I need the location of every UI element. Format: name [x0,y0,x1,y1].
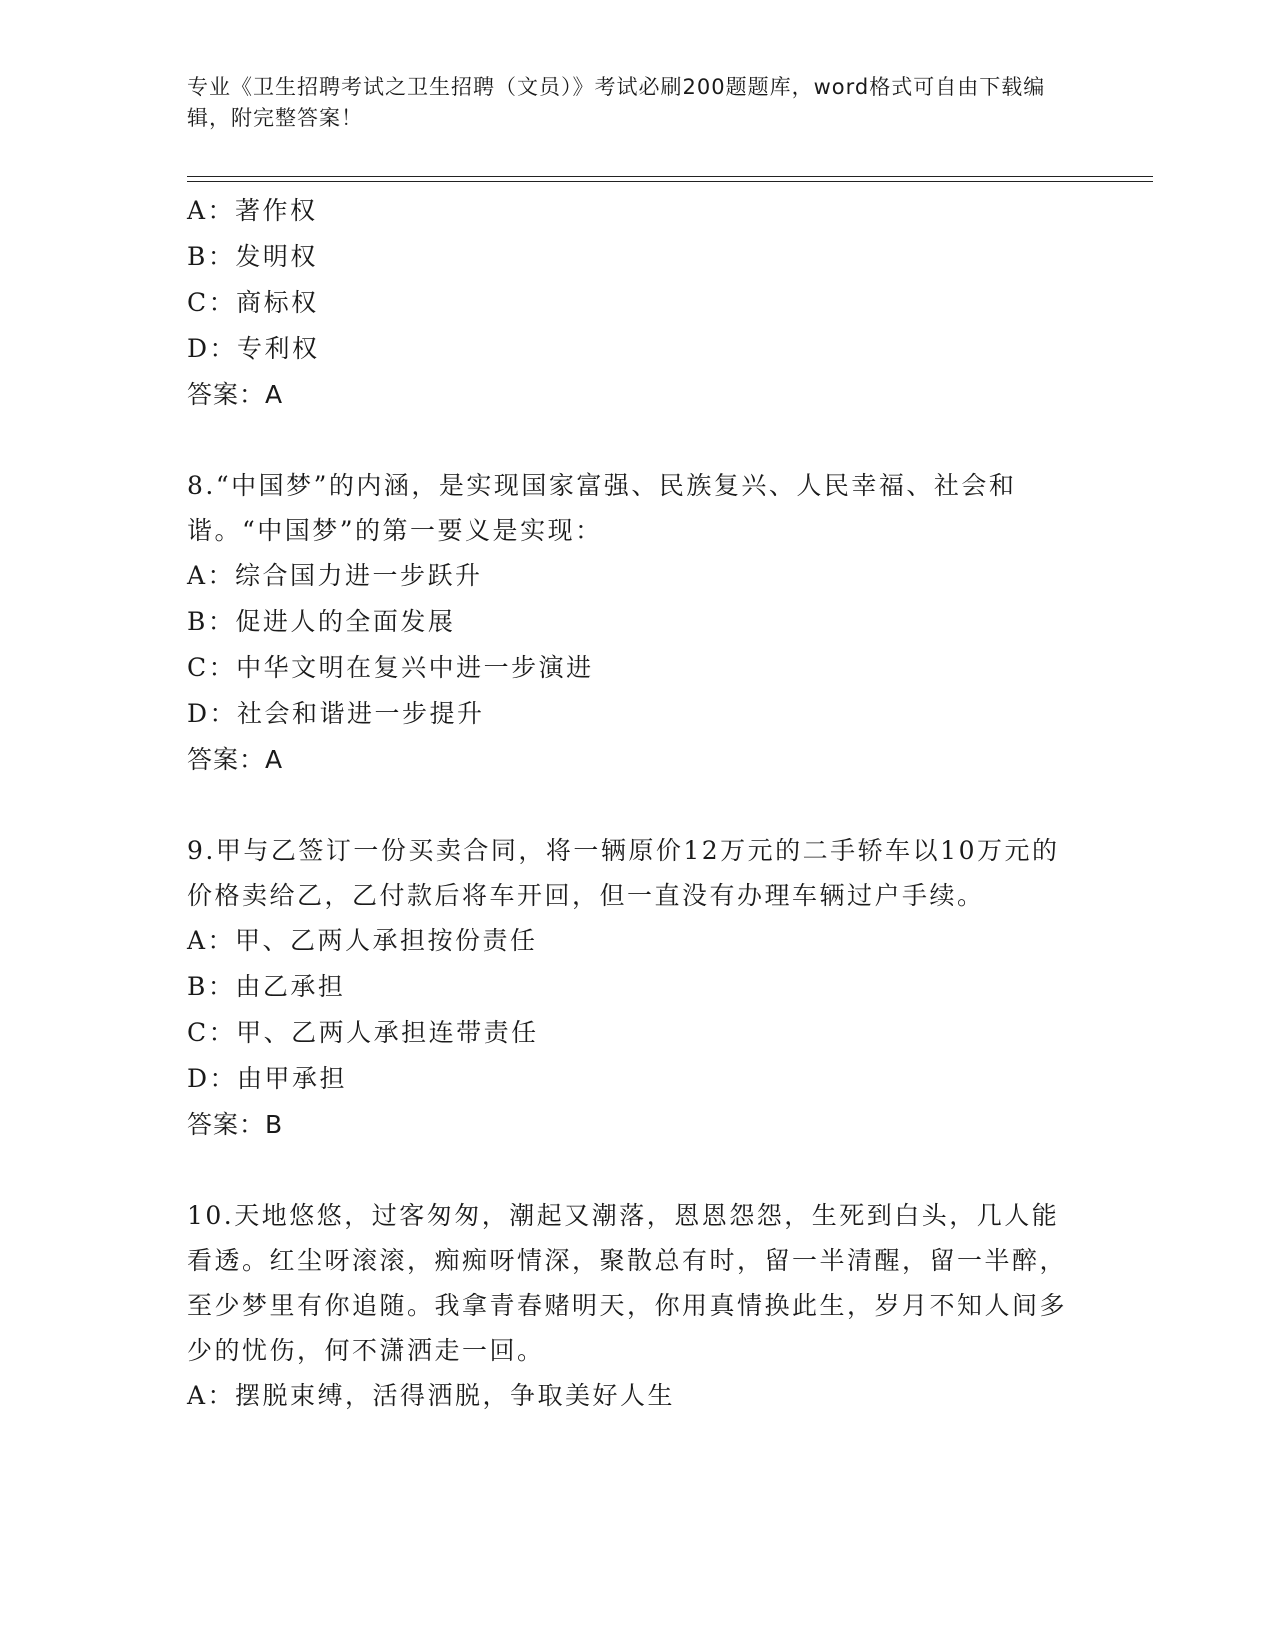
option-c: C：甲、乙两人承担连带责任 [187,1018,539,1047]
answer: 答案：A [187,380,284,409]
question-10 [187,1193,1087,1419]
question-7 [187,188,1087,418]
option-c: C：中华文明在复兴中进一步演进 [187,653,594,682]
option-a: A：甲、乙两人承担按份责任 [187,926,538,955]
question-text: 10.天地悠悠，过客匆匆，潮起又潮落，恩恩怨怨，生死到白头，几人能看透。红尘呀滚滚，痴痴呀情深，聚散总有时，留一半清醒，留一半醉，至少梦里有你追随。我拿青春赌明天，你用真情换此生，岁月不知人间多少的忧伤，何不潇洒走一回。 [187,1201,1068,1365]
option-b: B：发明权 [187,242,318,271]
document-header: 专业《卫生招聘考试之卫生招聘（文员）》考试必刷200题题库，word格式可自由下载编辑，附完整答案！ [187,75,1046,130]
question-text: 9.甲与乙签订一份买卖合同，将一辆原价12万元的二手轿车以10万元的价格卖给乙，乙付款后将车开回，但一直没有办理车辆过户手续。 [187,836,1060,910]
header-rule-bottom [187,181,1153,182]
question-8 [187,463,1087,783]
option-b: B：促进人的全面发展 [187,607,456,636]
option-a: A：摆脱束缚，活得洒脱，争取美好人生 [187,1381,676,1410]
spacer [187,783,1087,828]
option-d: D：专利权 [187,334,320,363]
option-b: B：由乙承担 [187,972,346,1001]
option-a: A：著作权 [187,196,318,225]
question-text: 8.“中国梦”的内涵，是实现国家富强、民族复兴、人民幸福、社会和谐。“中国梦”的第一要义是实现： [187,471,1017,545]
question-list [187,188,1087,1419]
option-d: D：社会和谐进一步提升 [187,699,485,728]
header-rule-top [187,176,1153,177]
question-9 [187,828,1087,1148]
option-d: D：由甲承担 [187,1064,348,1093]
option-c: C：商标权 [187,288,319,317]
option-a: A：综合国力进一步跃升 [187,561,483,590]
spacer [187,1148,1087,1193]
answer: 答案：A [187,745,284,774]
answer: 答案：B [187,1110,284,1139]
spacer [187,418,1087,463]
